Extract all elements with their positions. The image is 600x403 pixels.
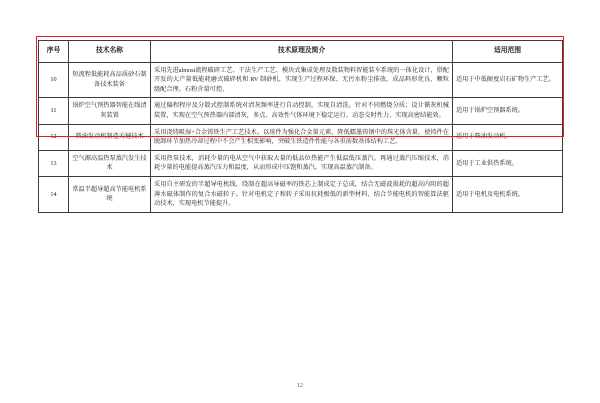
cell-scope: 适用于锅炉空预器系统。: [453, 98, 563, 124]
cell-no: 10: [39, 62, 69, 98]
table-row: [39, 62, 563, 98]
cell-desc: 采用热泵技术，消耗少量的电从空气中获取大量的低品位热能产生低温低压蒸汽。再通过蒸汽压缩技术，消耗少量的电能提高蒸汽压力和温度，从而形成中压饱和蒸汽，实现高温蒸汽制备。: [151, 150, 453, 176]
cell-no: 14: [39, 177, 69, 213]
cell-desc: 采用先进almost流程破碎工艺、干法生产工艺、模块式集成处理及散装物料智能装车系统的一体化设计，搭配开发的大产量低能耗磨式破碎机和 RV 制砂机，实现生产过程环保、无污水粉尘排放，成品料形优良、颗粒级配合理。石粉含量可控。: [151, 62, 453, 98]
cell-no: 12: [39, 124, 69, 150]
table-header-name: 技术名称: [69, 41, 151, 63]
cell-desc: 采用自主研发的半超导电机线，绕制在超高导磁率的铁芯上制成定子总成，结合无磁波损耗的超高内阻的超薄水磁体制作的复合水磁转子。针对电机定子和转子采用抗耗极低的新型材料，结合节能电机的智能算法驱动技术，实现电机节能提升。: [151, 177, 453, 213]
table-row: [39, 98, 563, 124]
table-header-no: 序号: [39, 41, 69, 63]
cell-name: 常温半超导超高节能电机系统: [69, 177, 151, 213]
cell-name: 空气源高温热泵蒸汽发生技术: [69, 150, 151, 176]
cell-name: 柴油发动机制造关键技术: [69, 124, 151, 150]
cell-scope: 适用于柴油发动机。: [453, 124, 563, 150]
cell-desc: 通过偏程程序及分散式控制系统对清灰频率进行自动控制，实现自清洗。针对不同燃烧分质；设计循灰机械装置，实现在空气预热器内部清灰，多点、高效性气体环境下稳定运行。动态交时性力、实现高密结能效。: [151, 98, 453, 124]
page-number: 12: [297, 383, 303, 389]
table-row: [39, 124, 563, 150]
table-header-desc: 技术原理及简介: [151, 41, 453, 63]
cell-scope: 适用于中低硬度岩石矿物生产工艺。: [453, 62, 563, 98]
cell-name: 锅炉空气预热器智能在线清灰装置: [69, 98, 151, 124]
cell-no: 13: [39, 150, 69, 176]
cell-desc: 采用浇铸吸湿+合金铸铁生产工艺技术。以球件为强化合金量元素，降低蠕墨铸钢中的珠光体含量，使铸件在脱卸环节加热冷却过程中不会产生相变影响，突破生铁造件性能与各重前数基体结构工艺。: [151, 124, 453, 150]
table-header-row: [39, 41, 563, 63]
table-row: [39, 150, 563, 176]
technology-table: [38, 40, 563, 213]
table-row: [39, 177, 563, 213]
cell-no: 11: [39, 98, 69, 124]
table-header-scope: 适用范围: [453, 41, 563, 63]
cell-name: 短流程低能耗高品质砂石制备技术装备: [69, 62, 151, 98]
cell-scope: 适用于工业供热系统。: [453, 150, 563, 176]
cell-scope: 适用于电机及电机系统。: [453, 177, 563, 213]
